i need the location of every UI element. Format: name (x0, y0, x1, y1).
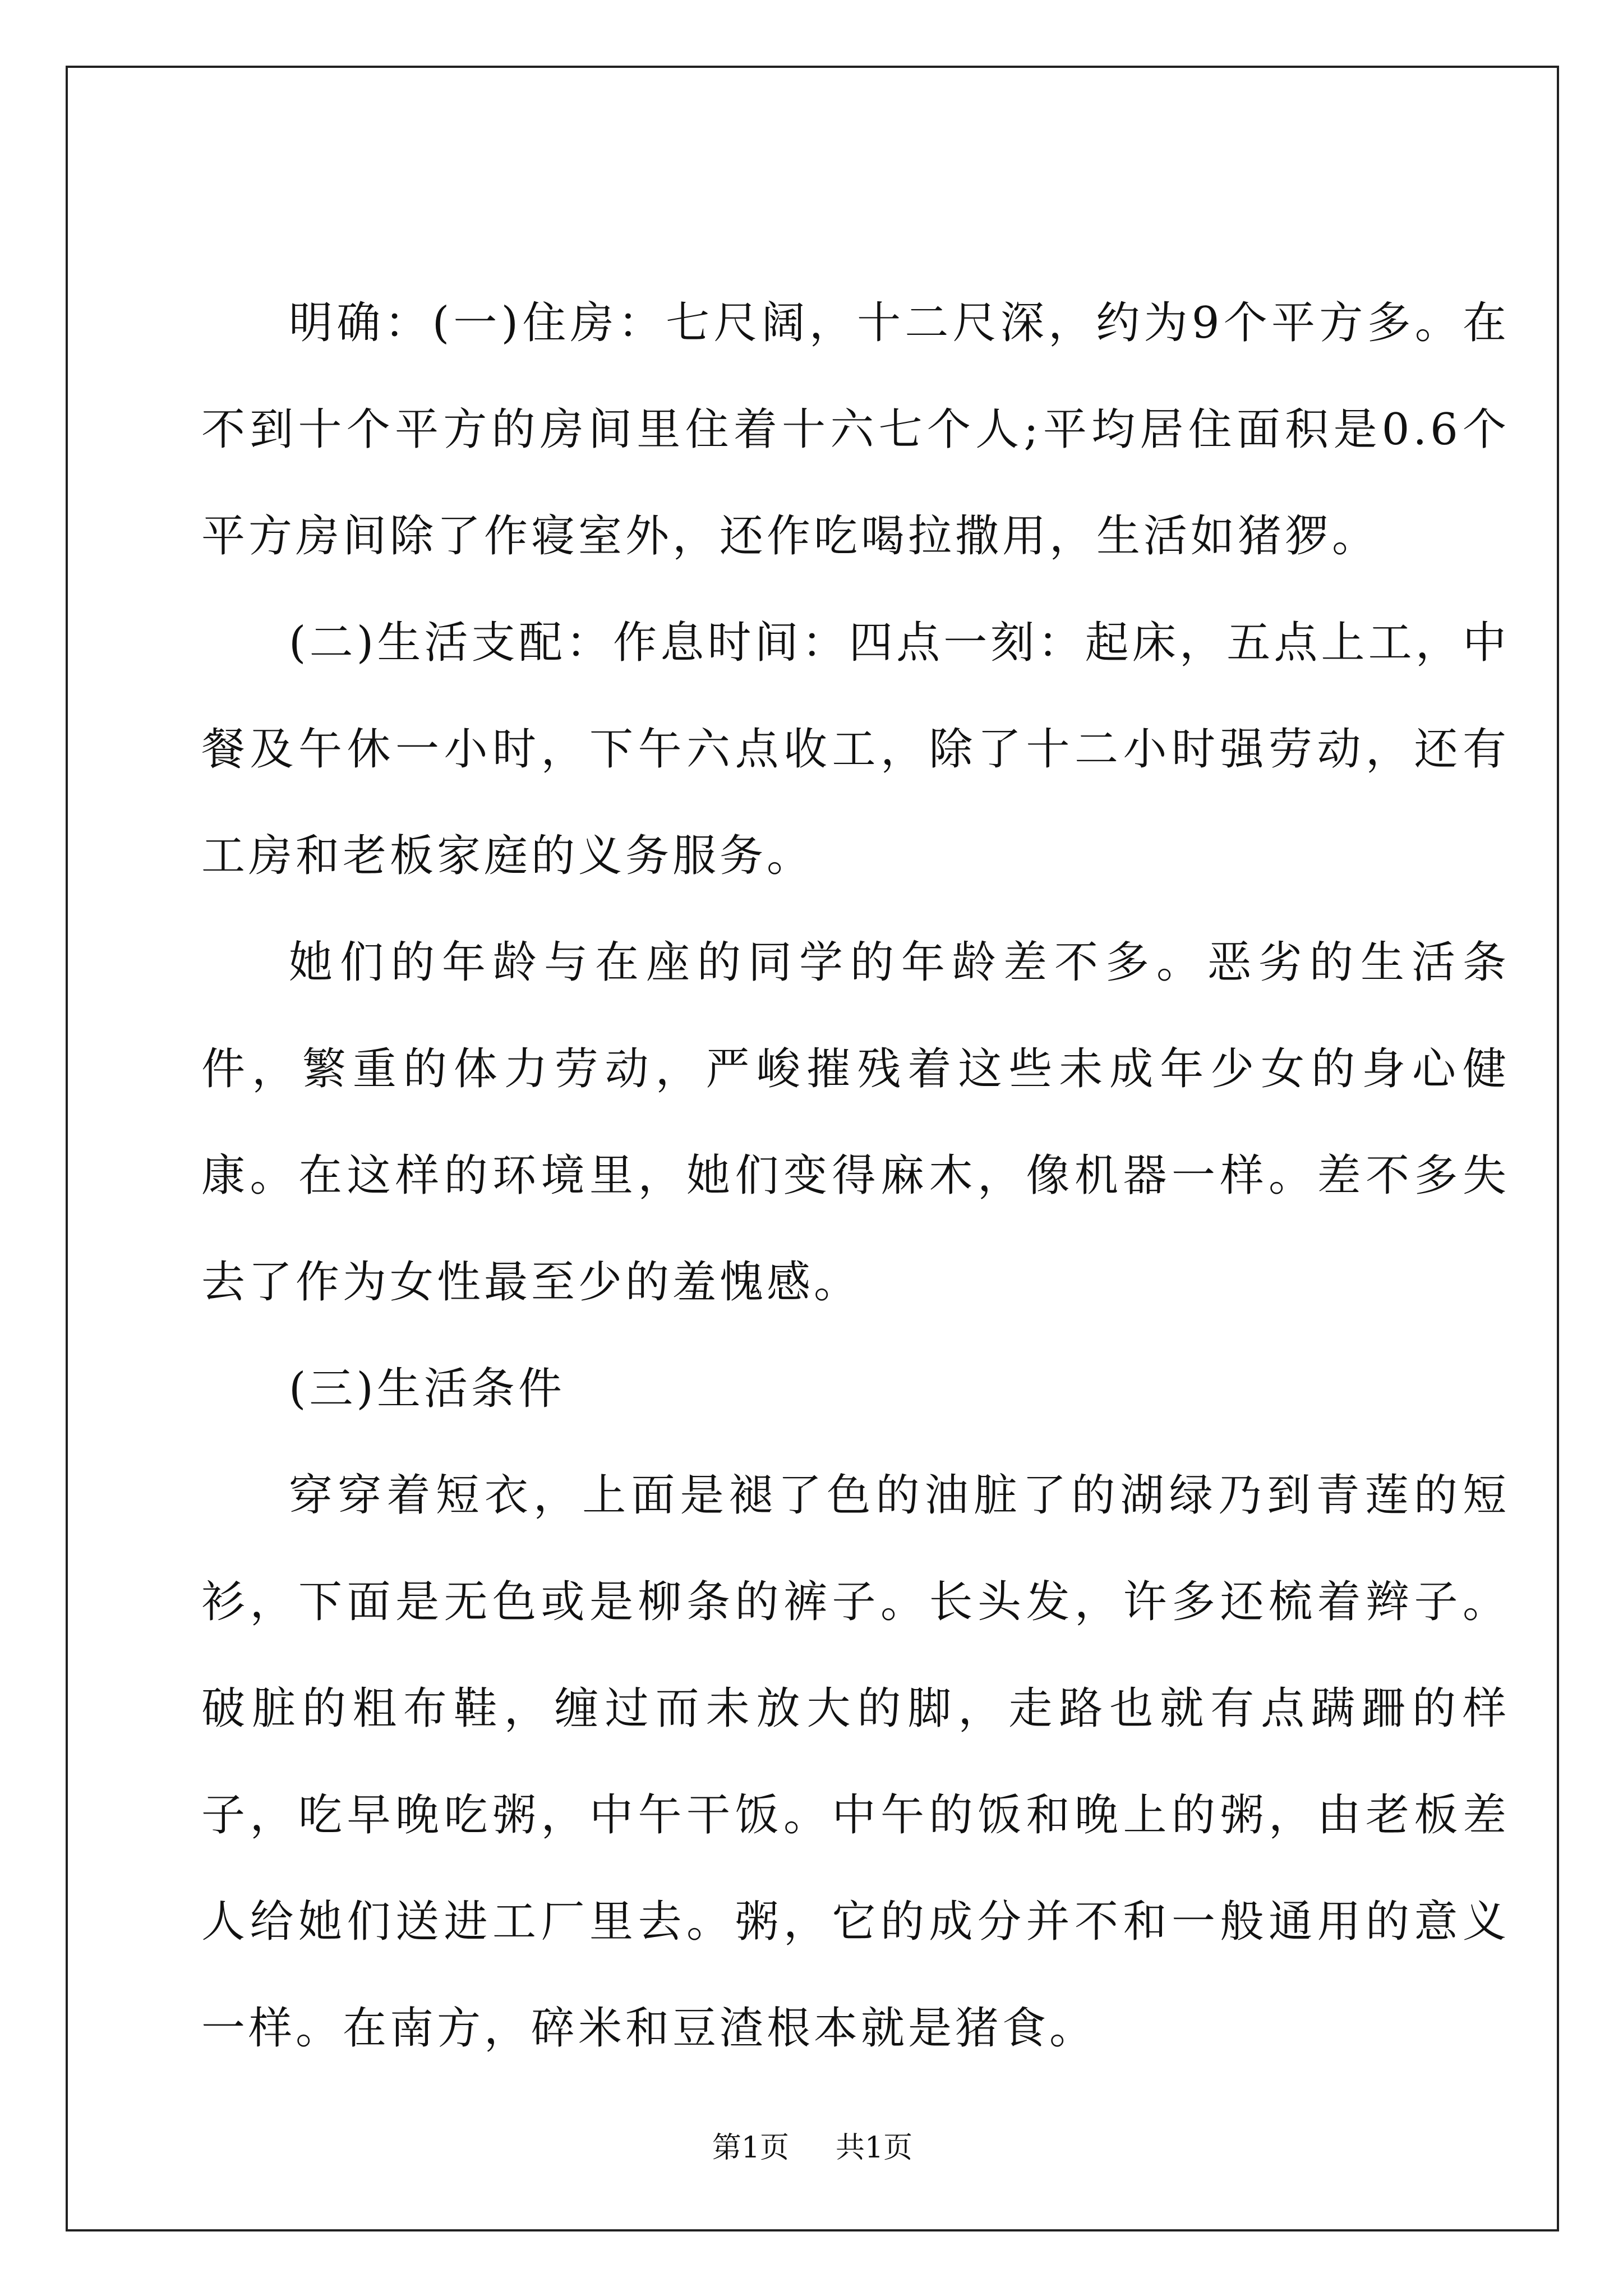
paragraph-conditions-heading: (三)生活条件 (289, 1364, 565, 1414)
paragraph-housing: 明确：(一)住房：七尺阔，十二尺深，约为9个平方多。在不到十个平方的房间里住着十六七个人;平均居住面积是0.6个平方房间除了作寝室外，还作吃喝拉撒用，生活如猪猡。 (201, 298, 1510, 562)
paragraph-clothing-food: 穿穿着短衣，上面是褪了色的油脏了的湖绿乃到青莲的短衫，下面是无色或是柳条的裤子。长头发，许多还梳着辫子。破脏的粗布鞋，缠过而未放大的脚，走路也就有点蹒跚的样子，吃早晚吃粥，中午干饭。中午的饭和晚上的粥，由老板差人给她们送进工厂里去。粥，它的成分并不和一般通用的意义一样。在南方，碎米和豆渣根本就是猪食。 (201, 1470, 1510, 2054)
page-number: 第1页 (712, 2131, 789, 2165)
page-total: 共1页 (836, 2131, 913, 2165)
paragraph-schedule: (二)生活支配：作息时间：四点一刻：起床，五点上工，中餐及午休一小时，下午六点收工，除了十二小时强劳动，还有工房和老板家庭的义务服务。 (201, 618, 1510, 881)
page-footer (68, 2124, 1557, 2166)
page-frame (66, 66, 1559, 2231)
paragraph-age: 她们的年龄与在座的同学的年龄差不多。恶劣的生活条件，繁重的体力劳动，严峻摧残着这些未成年少女的身心健康。在这样的环境里，她们变得麻木，像机器一样。差不多失去了作为女性最至少的羞愧感。 (201, 937, 1510, 1308)
document-body (201, 68, 1510, 2082)
